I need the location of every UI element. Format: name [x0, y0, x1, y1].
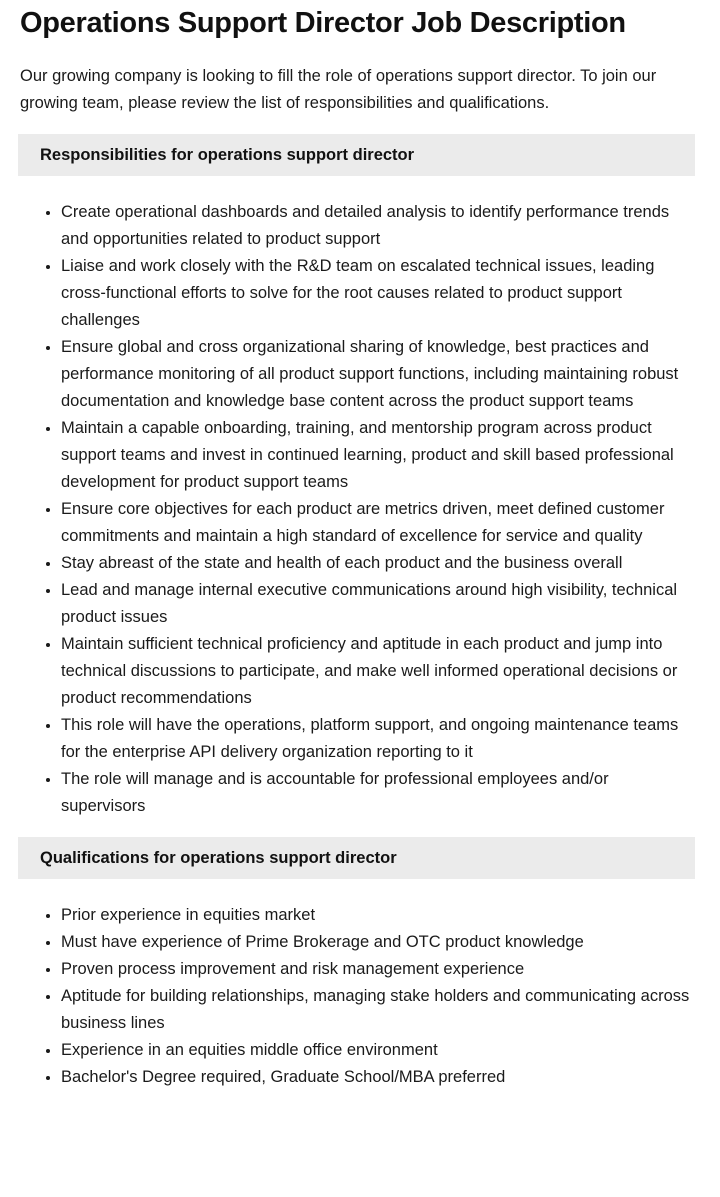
list-item: • The role will manage and is accountable for professional employees and/or supervisors — [61, 766, 695, 820]
list-item: • Ensure core objectives for each product are metrics driven, meet defined customer commitments and maintain a high standard of excellence for service and quality — [61, 496, 695, 550]
list-item: • Maintain sufficient technical proficiency and aptitude in each product and jump into technical discussions to participate, and make well informed operational decisions or product recommendations — [61, 631, 695, 712]
list-item: • Experience in an equities middle office environment — [61, 1037, 695, 1064]
list-item: • This role will have the operations, platform support, and ongoing maintenance teams for the enterprise API delivery organization reporting to it — [61, 712, 695, 766]
job-description-page — [0, 5, 720, 1091]
list-item: • Maintain a capable onboarding, training, and mentorship program across product support teams and invest in continued learning, product and skill based professional development for product support teams — [61, 415, 695, 496]
list-item: • Proven process improvement and risk management experience — [61, 956, 695, 983]
section-header-qualifications: Qualifications for operations support director — [18, 837, 695, 879]
qualifications-list — [0, 902, 695, 1091]
responsibilities-list — [0, 199, 695, 820]
list-item: • Liaise and work closely with the R&D team on escalated technical issues, leading cross-functional efforts to solve for the root causes related to product support challenges — [61, 253, 695, 334]
section-header-responsibilities: Responsibilities for operations support director — [18, 134, 695, 176]
page-title: Operations Support Director Job Description — [20, 7, 626, 39]
list-item: • Create operational dashboards and detailed analysis to identify performance trends and opportunities related to product support — [61, 199, 695, 253]
list-item: • Ensure global and cross organizational sharing of knowledge, best practices and performance monitoring of all product support functions, including maintaining robust documentation and knowledge base content across the product support teams — [61, 334, 695, 415]
qualifications-section — [0, 837, 720, 1091]
list-item: • Prior experience in equities market — [61, 902, 695, 929]
list-item: • Aptitude for building relationships, managing stake holders and communicating across business lines — [61, 983, 695, 1037]
list-item: • Lead and manage internal executive communications around high visibility, technical product issues — [61, 577, 695, 631]
intro-text: Our growing company is looking to fill the role of operations support director. To join our growing team, please review the list of responsibilities and qualifications. — [20, 67, 657, 112]
list-item: • Bachelor's Degree required, Graduate School/MBA preferred — [61, 1064, 695, 1091]
list-item: • Must have experience of Prime Brokerage and OTC product knowledge — [61, 929, 695, 956]
responsibilities-section — [0, 134, 720, 820]
list-item: • Stay abreast of the state and health of each product and the business overall — [61, 550, 695, 577]
